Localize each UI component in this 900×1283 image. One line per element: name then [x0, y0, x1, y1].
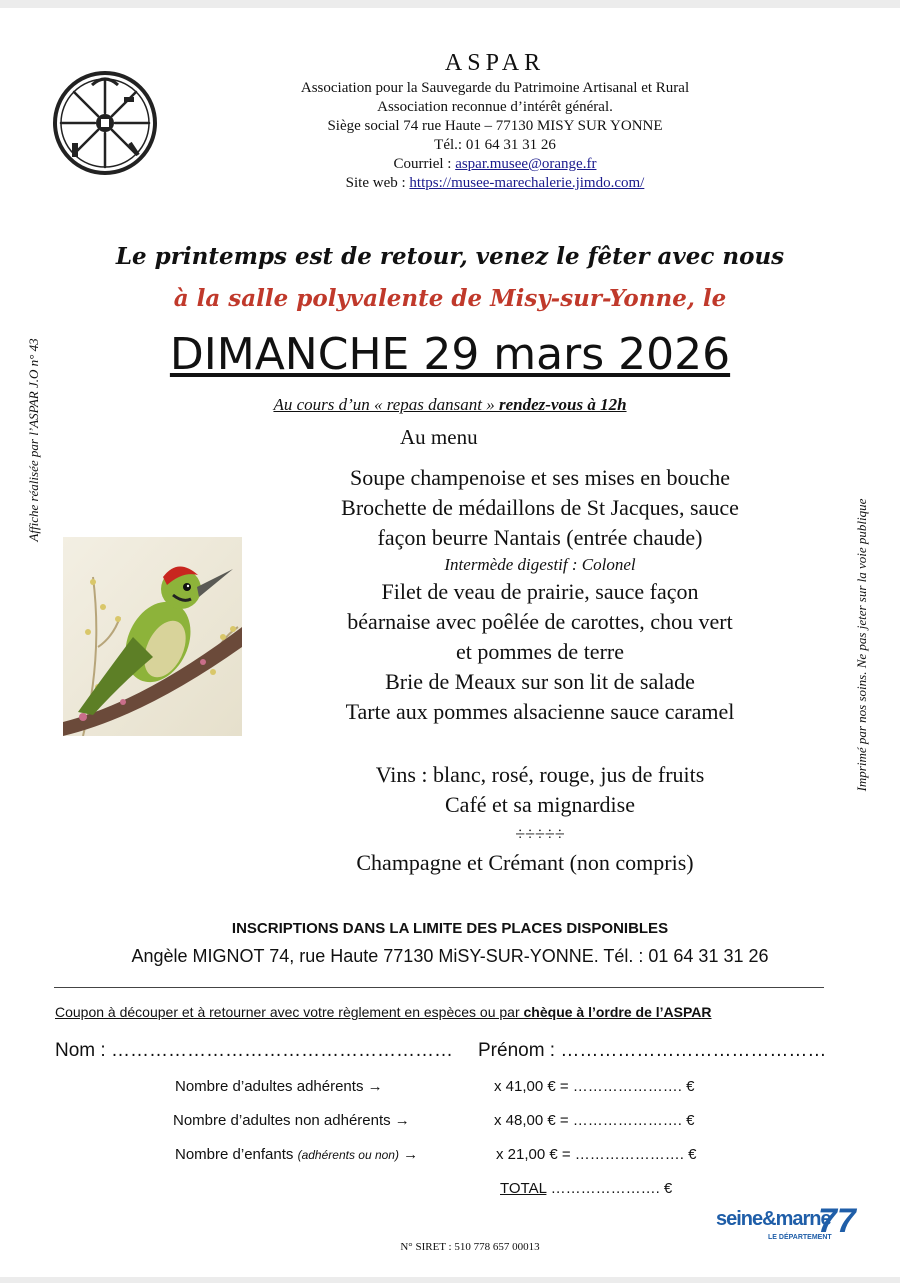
top-border [0, 0, 900, 8]
nom-field[interactable]: Nom : ……………………………………………… [55, 1040, 453, 1061]
org-website-line [180, 174, 810, 193]
children-label-text: Nombre d’enfants [175, 1146, 298, 1163]
menu-interlude: Intermède digestif : Colonel [444, 555, 636, 574]
poster-credit: Affiche réalisée par l’ASPAR J.O n° 43 [26, 338, 41, 542]
drinks-wines: Vins : blanc, rosé, rouge, jus de fruits [375, 762, 705, 787]
contact-line: Angèle MIGNOT 74, rue Haute 77130 MiSY-SUR-YONNE. Tél. : 01 64 31 31 26 [131, 946, 769, 966]
coupon-instructions [55, 1004, 712, 1020]
menu-title: Au menu [400, 425, 478, 449]
menu-item: Brie de Meaux sur son lit de salade [385, 669, 695, 694]
coupon-text: Coupon à découper et à retourner avec votre règlement en espèces ou par [55, 1004, 524, 1020]
org-address: Siège social 74 rue Haute – 77130 MISY SUR YONNE [327, 118, 663, 134]
adults-nonmembers-price-field[interactable]: x 48,00 € = …………………. € [494, 1112, 695, 1129]
repas-time: rendez-vous à 12h [499, 395, 627, 414]
org-email-line [180, 155, 810, 174]
adults-nonmembers-label: Nombre d’adultes non adhérents → [173, 1112, 410, 1129]
org-phone: Tél.: 01 64 31 31 26 [434, 137, 556, 153]
menu-item: Tarte aux pommes alsacienne sauce caramel [345, 699, 735, 724]
cut-line-divider [54, 987, 824, 988]
adults-members-label: Nombre d’adultes adhérents → [175, 1078, 383, 1095]
children-label [175, 1146, 418, 1163]
menu-item: Filet de veau de prairie, sauce façon [381, 579, 699, 604]
menu-item: et pommes de terre [456, 639, 624, 664]
drinks-list [285, 760, 795, 878]
dept-logo-sub: LE DÉPARTEMENT [768, 1234, 832, 1241]
total-dots: …………………. € [546, 1180, 673, 1197]
drinks-champagne: Champagne et Crémant (non compris) [356, 850, 694, 875]
menu-item: béarnaise avec poêlée de carottes, chou vert [347, 609, 733, 634]
drinks-coffee: Café et sa mignardise [445, 792, 635, 817]
prenom-field[interactable]: Prénom : …………………………………… [478, 1040, 827, 1061]
total-label: TOTAL [500, 1180, 547, 1197]
dept-logo-text: seine&marne [716, 1208, 831, 1230]
website-label: Site web : [345, 175, 410, 191]
email-label: Courriel : [393, 156, 456, 172]
adults-members-price-field[interactable]: x 41,00 € = …………………. € [494, 1078, 695, 1095]
dept-logo-number: 77 [818, 1202, 856, 1240]
print-notice: Imprimé par nos soins. Ne pas jeter sur la voie publique [854, 498, 869, 792]
event-date: DIMANCHE 29 mars 2026 [169, 329, 731, 380]
inscriptions-notice: INSCRIPTIONS DANS LA LIMITE DES PLACES DISPONIBLES [231, 920, 669, 937]
menu-item: Brochette de médaillons de St Jacques, sauce [341, 495, 739, 520]
org-status: Association reconnue d’intérêt général. [377, 99, 613, 115]
drinks-separator: ÷÷÷÷÷ [515, 824, 565, 844]
coupon-payee: chèque à l’ordre de l’ASPAR [523, 1004, 712, 1020]
repas-line [0, 395, 900, 415]
bottom-border [0, 1277, 900, 1283]
woodpecker-illustration-icon [63, 537, 242, 736]
association-header [180, 50, 810, 193]
menu-item: Soupe champenoise et ses mises en bouche [349, 465, 730, 490]
children-price-field[interactable]: x 21,00 € = …………………. € [496, 1146, 697, 1163]
seine-et-marne-logo [716, 1202, 856, 1248]
menu-list [285, 463, 795, 727]
org-full-name: Association pour la Sauvegarde du Patrimoine Artisanal et Rural [300, 80, 690, 96]
repas-description: Au cours d’un « repas dansant » [273, 395, 500, 414]
event-date-title [0, 328, 900, 382]
siret-number: N° SIRET : 510 778 657 00013 [400, 1241, 540, 1253]
aspar-wheel-logo-icon [52, 55, 158, 191]
total-field[interactable] [500, 1180, 672, 1197]
children-label-arrow: → [398, 1146, 419, 1163]
org-name: ASPAR [444, 50, 546, 76]
website-link[interactable]: https://musee-marechalerie.jimdo.com/ [409, 175, 645, 191]
intro-line-1: Le printemps est de retour, venez le fêter avec nous [115, 243, 785, 270]
children-label-note: (adhérents ou non) [297, 1148, 399, 1162]
email-link[interactable]: aspar.musee@orange.fr [455, 156, 597, 172]
intro-line-2: à la salle polyvalente de Misy-sur-Yonne, le [173, 285, 727, 312]
menu-item: façon beurre Nantais (entrée chaude) [377, 525, 703, 550]
